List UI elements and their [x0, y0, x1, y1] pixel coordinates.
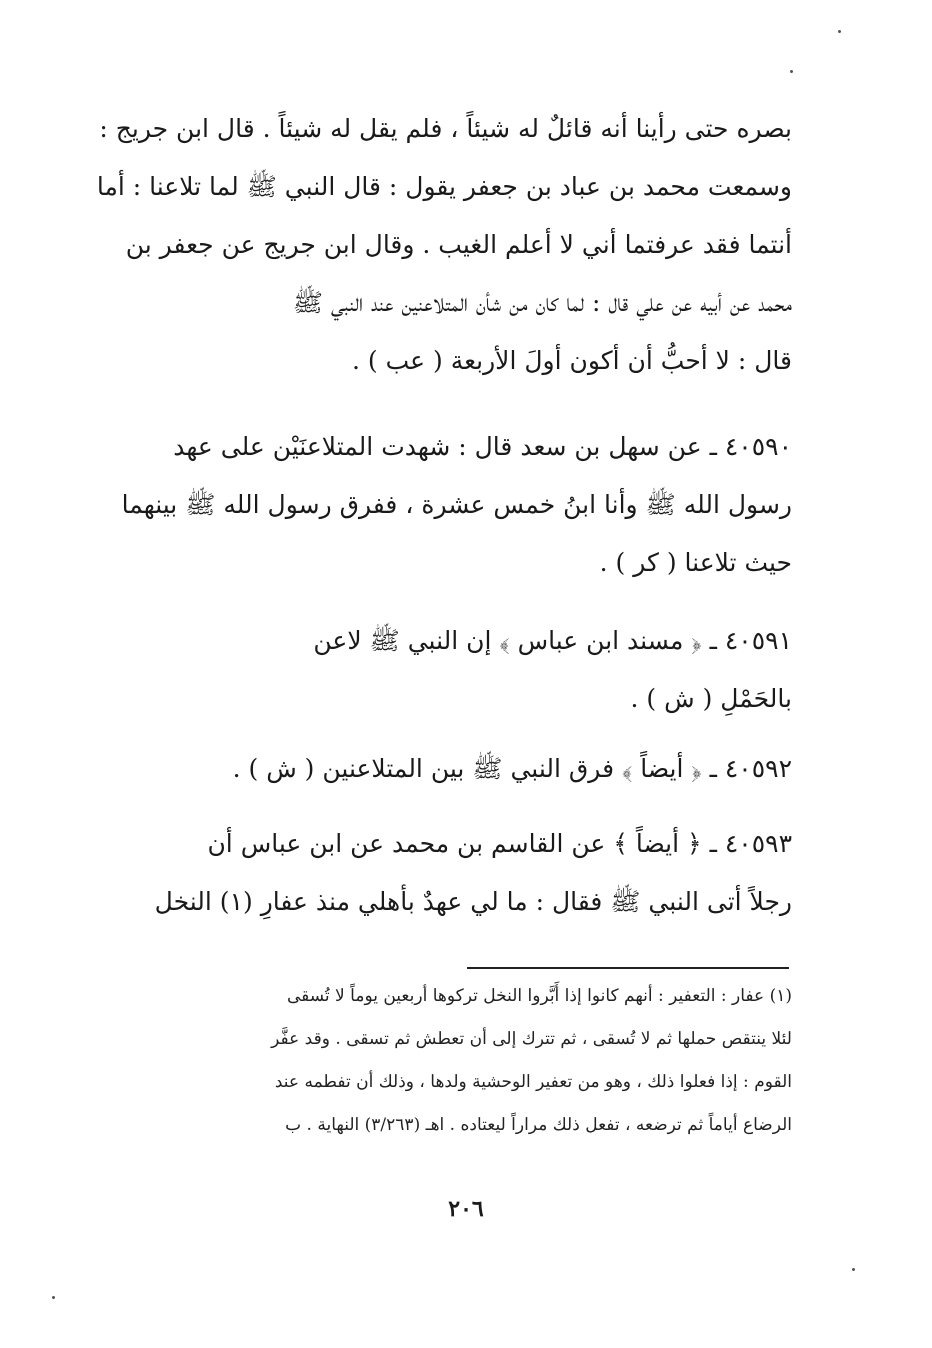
text-line: حيث تلاعنا ( كر ) .	[599, 548, 792, 577]
footnote-line: الرضاع أياماً ثم ترضعه ، تفعل ذلك مراراً ليعتاده . اهـ (٣/٢٦٣) النهاية . ب	[285, 1115, 792, 1135]
text-line: رسول الله ﷺ وأنا ابنُ خمس عشرة ، ففرق رسول الله ﷺ بينهما	[121, 490, 792, 519]
text-line: وسمعت محمد بن عباد بن جعفر يقول : قال النبي ﷺ لما تلاعنا : أما	[96, 172, 792, 201]
scan-speck	[52, 1296, 55, 1299]
scan-speck	[838, 30, 841, 33]
hadith-entry-40590	[80, 418, 792, 592]
hadith-entry-40592	[80, 740, 792, 798]
main-text-block	[80, 100, 792, 390]
text-line: بصره حتى رأينا أنه قائلٌ له شيئاً ، فلم يقل له شيئاً . قال ابن جريج :	[99, 114, 792, 143]
footnote-block	[80, 975, 792, 1147]
page-number: ٢٠٦	[448, 1196, 484, 1222]
hadith-entry-40593	[80, 815, 792, 931]
text-line: بالحَمْلِ ( ش ) .	[630, 684, 792, 713]
footnote-separator	[467, 967, 789, 969]
text-line: رجلاً أتى النبي ﷺ فقال : ما لي عهدٌ بأهلي منذ عفارِ (١) النخل	[154, 887, 792, 916]
hadith-entry-40591	[80, 612, 792, 728]
text-line: ٤٠٥٩٣ ـ ﴿ أيضاً ﴾ عن القاسم بن محمد عن ابن عباس أن	[207, 829, 792, 858]
text-line: ٤٠٥٩٠ ـ عن سهل بن سعد قال : شهدت المتلاعنَيْن على عهد	[173, 432, 792, 461]
footnote-line: لئلا ينتقص حملها ثم لا تُسقى ، ثم تترك إلى أن تعطش ثم تسقى . وقد عفَّر	[271, 1029, 792, 1049]
footnote-line: (١) عفار : التعفير : أنهم كانوا إذا أَبَّروا النخل تركوها أربعين يوماً لا تُسقى	[286, 986, 792, 1006]
footnote-line: القوم : إذا فعلوا ذلك ، وهو من تعفير الوحشية ولدها ، وذلك أن تفطمه عند	[274, 1072, 792, 1092]
text-line: أنتما فقد عرفتما أني لا أعلم الغيب . وقال ابن جريج عن جعفر بن	[125, 230, 792, 259]
scan-speck	[790, 70, 793, 73]
text-line: محمد عن أبيه عن علي قال : لما كان من شأن المتلاعنين عند النبي ﷺ	[292, 288, 792, 317]
text-line: ٤٠٥٩١ ـ ﴿ مسند ابن عباس ﴾ إن النبي ﷺ لاعن	[313, 626, 792, 655]
text-line: ٤٠٥٩٢ ـ ﴿ أيضاً ﴾ فرق النبي ﷺ بين المتلاعنين ( ش ) .	[232, 754, 792, 783]
text-line: قال : لا أحبُّ أن أكون أولَ الأربعة ( عب ) .	[351, 346, 792, 375]
scan-speck	[852, 1268, 855, 1271]
